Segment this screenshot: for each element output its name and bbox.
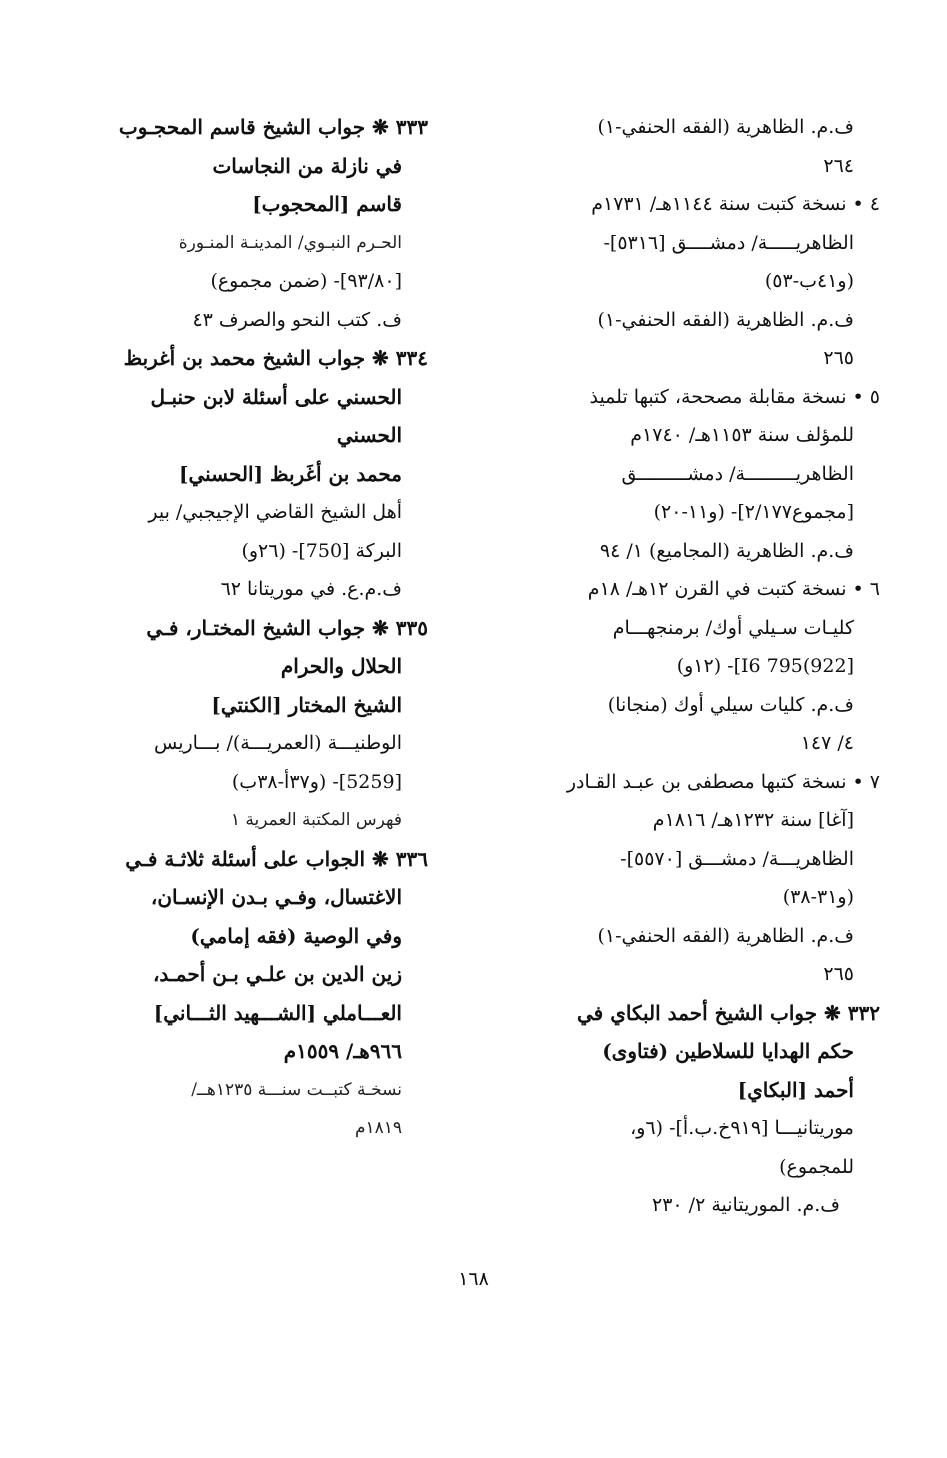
text-line: الحسني على أسئلة لابن حنبـل bbox=[150, 384, 402, 409]
text-line: الظاهريـــــة/ دمشــــق [٥٣١٦]- bbox=[603, 231, 854, 254]
text-line: ٤ • نسخة كتبت سنة ١١٤٤هـ/ ١٧٣١م bbox=[591, 193, 880, 215]
text-line: ف.م. الظاهرية (الفقه الحنفي-١) bbox=[597, 308, 854, 331]
text-line: [5259]- (و٣٧أ-٣٨ب) bbox=[231, 770, 402, 793]
text-line: أهل الشيخ القاضي الإجيجبي/ بير bbox=[148, 501, 402, 523]
text-line: ف. كتب النحو والصرف ٤٣ bbox=[192, 308, 402, 331]
text-line: ٢٦٥ bbox=[823, 347, 854, 369]
text-line: ٤/ ١٤٧ bbox=[800, 732, 854, 754]
text-line: للمجموع) bbox=[779, 1155, 854, 1178]
text-line: الوطنيـــة (العمريـــة)/ بـــاريس bbox=[153, 732, 402, 754]
text-line: ٦ • نسخة كتبت في القرن ١٢هـ/ ١٨م bbox=[587, 578, 880, 600]
text-line: ٥ • نسخة مقابلة مصححة، كتبها تلميذ bbox=[589, 385, 880, 408]
text-line: [٩٣/٨٠]- (ضمن مجموع) bbox=[210, 270, 402, 292]
text-line: ٣٣٥ ❋ جواب الشيخ المختـار، فـي bbox=[146, 615, 428, 640]
text-line: ٧ • نسخة كتبها مصطفى بن عبـد القـادر bbox=[566, 770, 880, 793]
text-line: الشيخ المختار [الكنتي] bbox=[211, 692, 402, 717]
text-line: ١٨١٩م bbox=[354, 1118, 402, 1138]
text-line: ٢٦٥ bbox=[823, 963, 854, 985]
text-line: ٢٦٤ bbox=[823, 154, 854, 177]
text-line: كليـات سـيلي أوك/ برمنجهـــام bbox=[612, 616, 854, 639]
text-line: أحمد [البكاي] bbox=[737, 1077, 854, 1102]
text-line: [مجموع٢/١٧٧]- (و١١-٢٠) bbox=[653, 501, 854, 523]
text-line: وفي الوصية (فقه إمامي) bbox=[190, 923, 402, 948]
text-line: (و٤١ب-٥٣) bbox=[764, 270, 854, 292]
text-line: (و٣١-٣٨) bbox=[782, 886, 854, 908]
text-line: قاسم [المحجوب] bbox=[252, 192, 402, 216]
text-line: في نازلة من النجاسات bbox=[212, 153, 402, 178]
right-column bbox=[470, 108, 880, 1225]
text-line: ٣٣٢ ❋ جواب الشيخ أحمد البكاي في bbox=[577, 1000, 880, 1025]
text-line: [آغا] سنة ١٢٣٢هـ/ ١٨١٦م bbox=[652, 809, 854, 831]
text-line: ف.م. الظاهرية (الفقه الحنفي-١) bbox=[597, 116, 854, 138]
text-line: ف.م. الظاهرية (الفقه الحنفي-١) bbox=[597, 924, 854, 947]
text-line: ف.م. كليات سيلي أوك (منجانا) bbox=[607, 693, 854, 716]
page-number: ١٦٨ bbox=[458, 1268, 489, 1290]
text-line: حكم الهدايا للسلاطين (فتاوى) bbox=[602, 1039, 854, 1063]
text-line: ٣٣٣ ❋ جواب الشيخ قاسم المحجـوب bbox=[118, 115, 428, 139]
text-line: للمؤلف سنة ١١٥٣هـ/ ١٧٤٠م bbox=[630, 424, 854, 446]
left-column bbox=[88, 108, 428, 1148]
text-line: ٩٦٦هـ/ ١٥٥٩م bbox=[283, 1039, 402, 1063]
text-line: [I6 795(922]- (١٢و) bbox=[676, 655, 854, 677]
text-line: ف.م. الموريتانية ٢/ ٢٣٠ bbox=[652, 1194, 840, 1216]
text-line: محمد بن أغَربظ [الحسني] bbox=[179, 461, 402, 486]
text-line: الحلال والحرام bbox=[280, 654, 402, 678]
text-line: الظاهريـــة/ دمشـــق [٥٥٧٠]- bbox=[620, 847, 854, 870]
text-line: زين الدين بن علـي بـن أحمـد، bbox=[152, 962, 402, 986]
text-line: نسخـة كتبــت سنـــة ١٢٣٥هــ/ bbox=[191, 1079, 402, 1100]
text-line: ٣٣٦ ❋ الجواب على أسئلة ثلاثـة فـي bbox=[125, 846, 428, 871]
text-line: البركة [750]- (٢٦و) bbox=[241, 539, 402, 562]
text-line: فهرس المكتبة العمرية ١ bbox=[230, 810, 402, 830]
text-line: الاغتسال، وفـي بـدن الإنسـان، bbox=[150, 885, 402, 909]
text-line: الحـرم النبـوي/ المدينـة المنـورة bbox=[178, 232, 402, 253]
text-line: ٣٣٤ ❋ جواب الشيخ محمد بن أغربظ bbox=[123, 346, 428, 370]
text-line: العـــاملي [الشـــهيد الثـــاني] bbox=[153, 1000, 402, 1025]
text-line: ف.م.ع. في موريتانا ٦٢ bbox=[220, 578, 402, 600]
text-line: موريتانيـــا [٩١٩خ.ب.أ]- (٦و، bbox=[630, 1117, 854, 1139]
text-line: الظاهريـــــــــة/ دمشـــــــــق bbox=[621, 462, 854, 485]
text-line: ف.م. الظاهرية (المجاميع) ١/ ٩٤ bbox=[599, 539, 854, 562]
text-line: الحسني bbox=[336, 423, 402, 447]
